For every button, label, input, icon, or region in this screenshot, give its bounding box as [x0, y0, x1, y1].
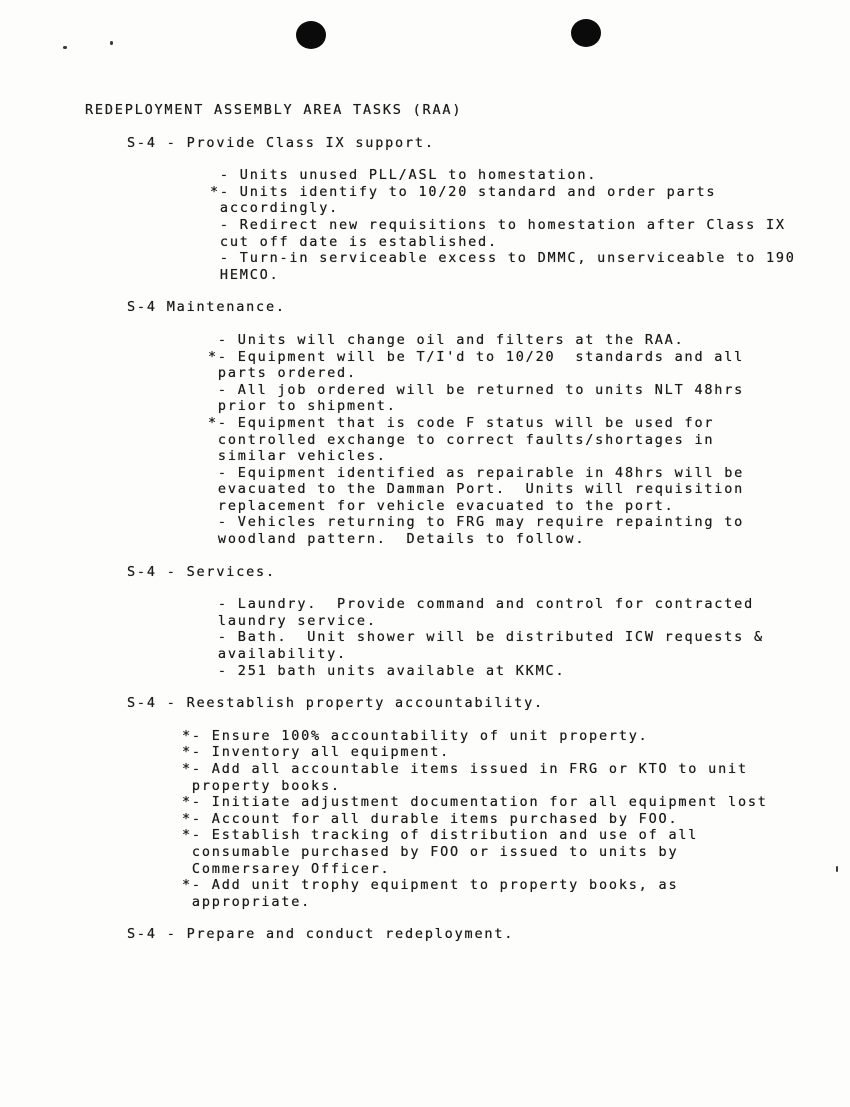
- section-line: appropriate.: [182, 893, 312, 910]
- section-line: similar vehicles.: [208, 448, 387, 465]
- section-line: property books.: [182, 777, 341, 794]
- section-line: - 251 bath units available at KKMC.: [208, 662, 566, 679]
- section-line: *- Add all accountable items issued in FRG or KTO to unit: [182, 761, 748, 777]
- section-line: laundry service.: [208, 612, 377, 629]
- section-lines: [210, 167, 820, 283]
- section-line: parts ordered.: [208, 365, 357, 382]
- section-line: - Vehicles returning to FRG may require repainting to: [208, 514, 745, 531]
- section-line: - Redirect new requisitions to homestation after Class IX: [210, 216, 786, 233]
- hole-punch-mark: [296, 21, 326, 49]
- section-lines: [208, 596, 820, 679]
- scan-speck: [836, 866, 838, 872]
- section-line: *- Equipment that is code F status will be used for: [208, 414, 715, 431]
- section-heading: S-4 - Prepare and conduct redeployment.: [127, 926, 515, 943]
- section-line: availability.: [208, 646, 347, 663]
- document-title: REDEPLOYMENT ASSEMBLY AREA TASKS (RAA): [85, 102, 463, 118]
- section-line: prior to shipment.: [208, 398, 397, 415]
- section-line: - Laundry. Provide command and control for contracted: [208, 596, 755, 613]
- section-line: consumable purchased by FOO or issued to units by: [182, 843, 679, 860]
- section-line: *- Units identify to 10/20 standard and order parts: [210, 183, 717, 200]
- section-line: - Turn-in serviceable excess to DMMC, unserviceable to 190: [210, 250, 796, 267]
- section-line: woodland pattern. Details to follow.: [208, 531, 586, 548]
- scan-speck: [110, 41, 113, 45]
- section-line: *- Equipment will be T/I'd to 10/20 standards and all: [208, 348, 745, 365]
- section-line: - Units will change oil and filters at the RAA.: [208, 331, 685, 348]
- section: [85, 135, 820, 284]
- section-heading: S-4 Maintenance.: [127, 299, 286, 316]
- section-line: HEMCO.: [210, 266, 280, 283]
- section-line: *- Add unit trophy equipment to property books, as: [182, 877, 679, 894]
- section-lines: [208, 332, 820, 548]
- section: [85, 695, 820, 910]
- section-line: *- Ensure 100% accountability of unit property.: [182, 727, 649, 744]
- document-body: [85, 135, 820, 943]
- section-line: *- Initiate adjustment documentation for all equipment lost: [182, 794, 768, 811]
- section-heading: S-4 - Reestablish property accountability.: [127, 695, 544, 712]
- section-line: *- Establish tracking of distribution and use of all: [182, 827, 699, 844]
- section-line: Commersarey Officer.: [182, 860, 391, 877]
- section-line: *- Inventory all equipment.: [182, 744, 451, 761]
- section-line: - Units unused PLL/ASL to homestation.: [210, 167, 598, 184]
- section: [85, 926, 820, 943]
- section-line: controlled exchange to correct faults/shortages in: [208, 431, 715, 448]
- hole-punch-mark: [571, 19, 601, 47]
- section-line: accordingly.: [210, 200, 340, 217]
- scan-speck: [63, 46, 67, 49]
- section-line: evacuated to the Damman Port. Units will requisition: [208, 481, 745, 498]
- section-line: - All job ordered will be returned to units NLT 48hrs: [208, 381, 745, 398]
- section-lines: [182, 728, 820, 911]
- section-heading: S-4 - Services.: [127, 563, 276, 580]
- section-line: *- Account for all durable items purchased by FOO.: [182, 810, 679, 827]
- section-heading: S-4 - Provide Class IX support.: [127, 134, 435, 151]
- section: [85, 299, 820, 547]
- section: [85, 564, 820, 680]
- section-line: - Equipment identified as repairable in 48hrs will be: [208, 464, 745, 481]
- section-line: replacement for vehicle evacuated to the port.: [208, 497, 675, 514]
- section-line: cut off date is established.: [210, 233, 498, 250]
- section-line: - Bath. Unit shower will be distributed ICW requests &: [208, 629, 764, 646]
